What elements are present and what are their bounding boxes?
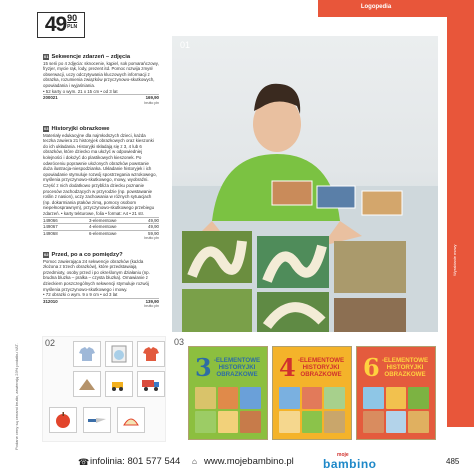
product-price: 139,90	[145, 298, 159, 304]
product-spec: • 72 obrazki o wym. 9 x 9 cm • od 3 lat	[43, 292, 118, 298]
product-code: 312010	[43, 298, 58, 304]
book-illustration-grid	[195, 387, 261, 433]
photo-label: 03	[174, 337, 185, 347]
card-apple-slices-icon	[117, 407, 145, 433]
price-row	[43, 94, 159, 101]
product-code: 149068	[43, 230, 58, 236]
brand-top: moje	[337, 452, 349, 458]
phone-number: infolinia: 801 577 544	[90, 456, 181, 467]
book-cover-3	[188, 346, 268, 440]
book-illustration-grid	[279, 387, 345, 433]
book-title: -ELEMENTOWE HISTORYJKI OBRAZKOWE	[213, 357, 261, 378]
card-shirt-icon	[73, 341, 101, 367]
book-illustration-grid	[363, 387, 429, 433]
product-number-box: 02	[44, 252, 49, 257]
price-badge	[37, 12, 85, 38]
book-cover-6	[356, 346, 436, 440]
brutto-note: brutto pln	[144, 304, 159, 309]
legal-note: Podane ceny są cenami brutto, zawierają 23% podatku VAT.	[14, 343, 19, 450]
book-cover-4	[272, 346, 352, 440]
product-code: 149067	[43, 224, 58, 230]
brand-word: bambino	[323, 457, 377, 471]
brand-logo	[323, 452, 381, 470]
product-historyjki	[43, 126, 159, 242]
photo-child-with-cards	[172, 36, 438, 332]
website-link[interactable]: www.mojebambino.pl	[204, 456, 294, 467]
book-number: 3	[195, 353, 212, 382]
price-row	[43, 230, 159, 237]
card-digger-icon	[105, 371, 133, 397]
card-washing-machine-icon	[105, 341, 133, 367]
product-przed-po	[43, 252, 159, 310]
card-apple-icon	[49, 407, 77, 433]
price-sup	[67, 13, 77, 31]
price-main: 49	[44, 13, 67, 36]
book-number: 4	[279, 353, 296, 382]
price-row	[43, 217, 159, 224]
product-variant: 3-elementowe	[89, 217, 117, 223]
product-number-box: 03	[44, 126, 49, 131]
price-cents: 90	[67, 13, 78, 23]
card-clean-shirt-icon	[137, 341, 165, 367]
card-truck-icon	[137, 371, 165, 397]
product-spec: • 52 karty o wym. 21 x 15 cm • od 3 lat	[43, 88, 118, 94]
book-title: -ELEMENTOWE HISTORYJKI OBRAZKOWE	[381, 357, 429, 378]
book-number: 6	[363, 353, 380, 382]
product-price: 59,90	[148, 230, 159, 236]
side-accent-strip	[447, 17, 474, 427]
product-variant: 6-elementowe	[89, 230, 117, 236]
price-row	[43, 223, 159, 230]
card-pile-icon	[73, 371, 101, 397]
product-code: 200021	[43, 95, 58, 101]
brutto-note: brutto pln	[144, 236, 159, 241]
card-knife-icon	[83, 407, 111, 433]
product-description: 15 serii po 4 zdjęcia: sknocenie, kąpiel, sok pomarańczowy, fryzjer, mycie rąk, lody, prezent itd. Pomoc rozwija zmysł obserwacji, uczy odczytywania kluczowych informacji z obrazka, rozumienia związków przyczynowo-skutkowych, opowiadania i wyjaśniania.	[43, 60, 159, 88]
home-icon: ⌂	[192, 457, 197, 466]
photo-label: 01	[180, 40, 191, 50]
product-code: 149066	[43, 217, 58, 223]
product-sekwencje	[43, 54, 159, 106]
child-illustration	[172, 36, 438, 332]
photo-book-covers	[172, 336, 438, 440]
brutto-note: brutto pln	[144, 100, 159, 105]
product-description: Pomoc zawierająca 24 sekwencje obrazków (każda złożona z trzech obrazków), które przedstawiają przedmioty, osoby przed i po określonym działaniu (np. brudna bluzka – pralka – czysta bluzka). Omawianie z dzieckiem poszczególnych sekwencji stymuluje rozwój myślenia przyczynowo-skutkowego i mowy.	[43, 258, 150, 292]
product-title: Przed, po a co pomiędzy?	[51, 252, 123, 258]
price-row	[43, 298, 159, 305]
price-currency: PLN	[67, 24, 78, 30]
photo-sequence-cards	[42, 336, 166, 442]
product-title: Sekwencje zdarzeń – zdjęcia	[51, 54, 131, 60]
phone-icon: ☎	[78, 457, 90, 467]
category-label: Logopedia	[360, 4, 392, 10]
product-price: 49,90	[148, 224, 159, 230]
product-price: 49,90	[148, 217, 159, 223]
product-variant: 4-elementowe	[89, 224, 117, 230]
product-description: Materiały edukacyjne dla najmłodszych dzieci, każda teczka zawiera 21 historyjek obrazkowych oraz kieszonki do ich układania. Historyjki składają się z 3, 4 lub 6 obrazków, które dziecko ma ułożyć w odpowiedniej kolejności i dołożyć do plastikowych kieszonek. Po odwróceniu poprawnie ułożonych obrazków powstanie duża ilustracja-niespodzianka. Układanie historyjek i ich opowiadanie stymuluje rozwój spostrzegania wzrokowego, myślenia przyczynowo-skutkowego, mowy, wyobraźni. Część z nich dodatkowo przybliża dziecku poznanie procesów zachodzących w przyrodzie (np. powstawanie roślin z nasion), uczy zachowania w różnych sytuacjach (np. dokarmiania ptaków zimą, pomocy osobom niepełnosprawnym), przyczynowo-skutkowego przebiegu zdarzeń. • karty tekturowe, folia • format: A4 • 21 str.	[43, 132, 157, 216]
product-price: 169,90	[145, 95, 159, 101]
book-title: -ELEMENTOWE HISTORYJKI OBRAZKOWE	[297, 357, 345, 378]
product-number-box: 01	[44, 54, 49, 59]
product-title: Historyjki obrazkowe	[51, 126, 110, 132]
page-number: 485	[446, 457, 460, 466]
photo-label: 02	[45, 338, 56, 348]
side-tab-label: Wyrabianie mowy	[452, 244, 457, 276]
